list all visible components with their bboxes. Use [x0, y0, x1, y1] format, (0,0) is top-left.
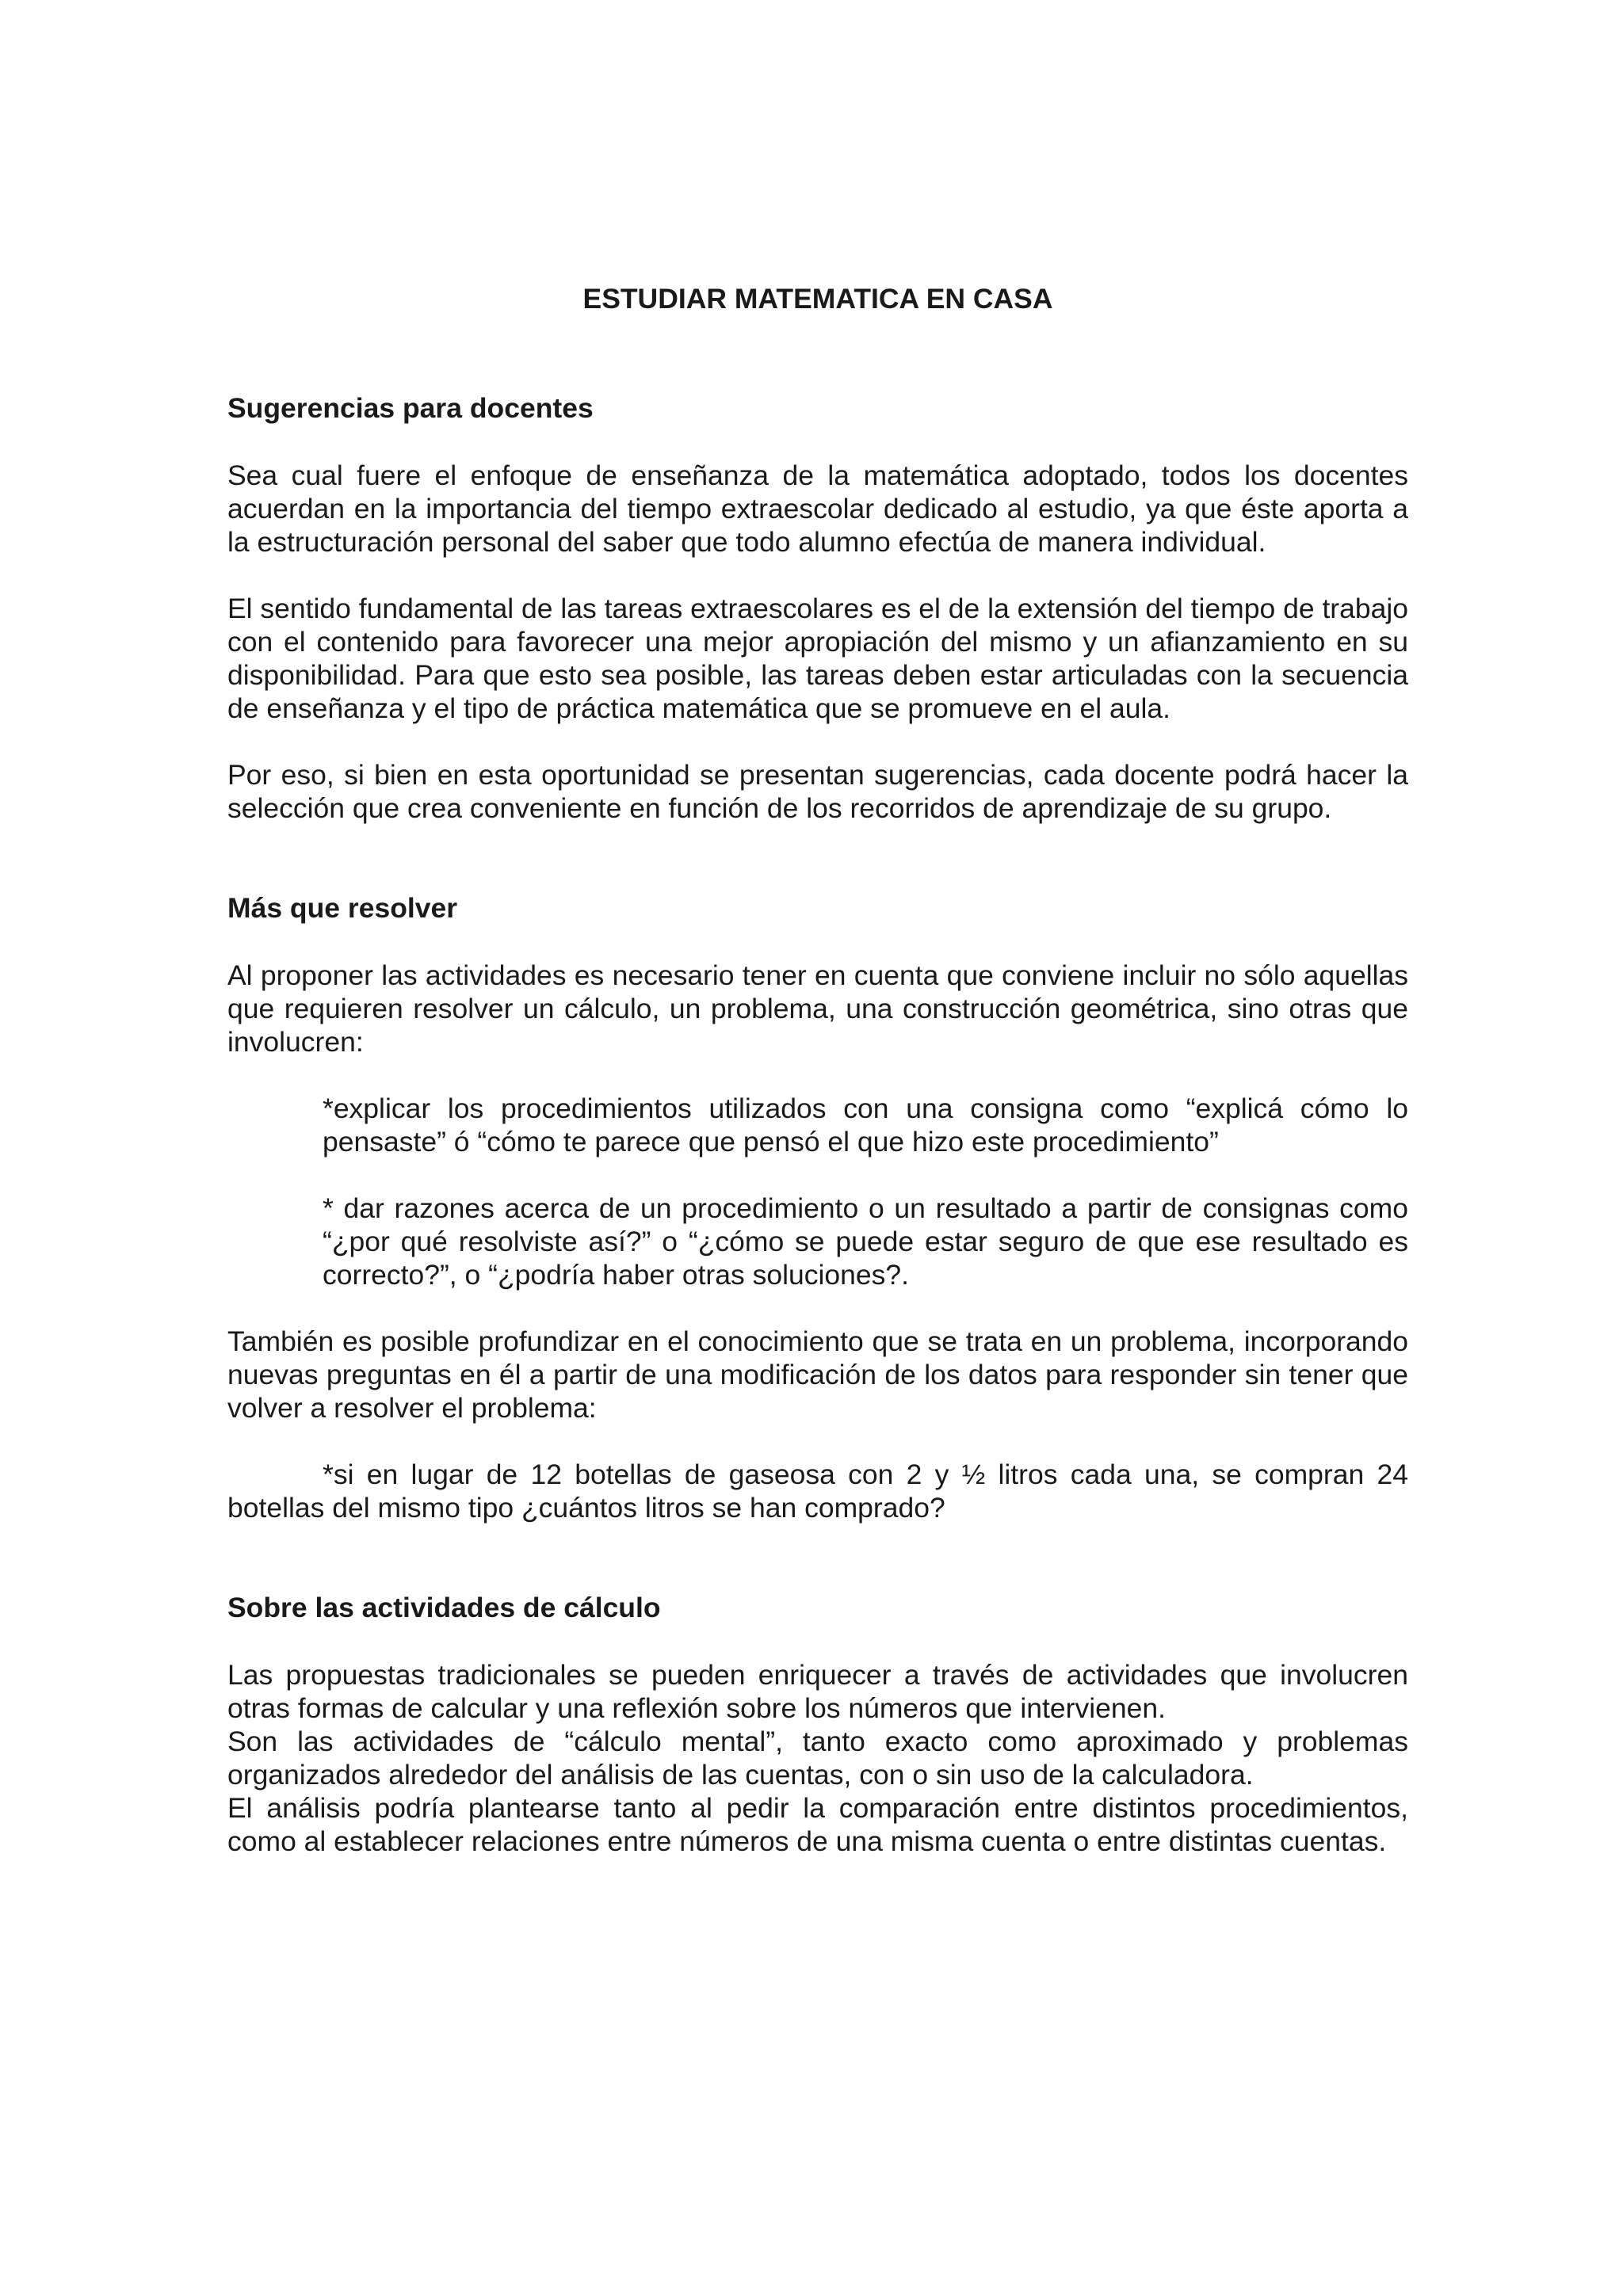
section-heading-actividades-calculo: Sobre las actividades de cálculo: [227, 1592, 661, 1623]
document-title: ESTUDIAR MATEMATICA EN CASA: [582, 283, 1053, 315]
paragraph: También es posible profundizar en el conocimiento que se trata en un problema, incorporando nuevas preguntas en él a partir de una modificación de los datos para responder sin tener que volver a resolver el problema:: [227, 1325, 1408, 1424]
example-item: *si en lugar de 12 botellas de gaseosa con 2 y ½ litros cada una, se compran 24 botellas del mismo tipo ¿cuántos litros se han comprado?: [227, 1459, 1408, 1524]
paragraph: Al proponer las actividades es necesario tener en cuenta que conviene incluir no sólo aquellas que requieren resolver un cálculo, un problema, una construcción geométrica, sino otras que involucren:: [227, 959, 1408, 1058]
paragraph: El análisis podría plantearse tanto al pedir la comparación entre distintos procedimientos, como al establecer relaciones entre números de una misma cuenta o entre distintas cuentas.: [227, 1792, 1408, 1857]
paragraph: Son las actividades de “cálculo mental”, tanto exacto como aproximado y problemas organizados alrededor del análisis de las cuentas, con o sin uso de la calculadora.: [227, 1726, 1408, 1791]
section-heading-mas-que-resolver: Más que resolver: [227, 892, 458, 924]
paragraph: Por eso, si bien en esta oportunidad se presentan sugerencias, cada docente podrá hacer la selección que crea conveniente en función de los recorridos de aprendizaje de su grupo.: [227, 759, 1408, 824]
document-page: [227, 282, 1408, 1858]
paragraph: Sea cual fuere el enfoque de enseñanza de la matemática adoptado, todos los docentes acuerdan en la importancia del tiempo extraescolar dedicado al estudio, ya que éste aporta a la estructuración personal del saber que todo alumno efectúa de manera individual.: [227, 460, 1408, 558]
paragraph: Las propuestas tradicionales se pueden enriquecer a través de actividades que involucren otras formas de calcular y una reflexión sobre los números que intervienen.: [227, 1659, 1408, 1724]
bullet-item: *explicar los procedimientos utilizados con una consigna como “explicá cómo lo pensaste” ó “cómo te parece que pensó el que hizo este procedimiento”: [323, 1093, 1408, 1158]
paragraph: El sentido fundamental de las tareas extraescolares es el de la extensión del tiempo de trabajo con el contenido para favorecer una mejor apropiación del mismo y un afianzamiento en su disponibilidad. Para que esto sea posible, las tareas deben estar articuladas con la secuencia de enseñanza y el tipo de práctica matemática que se promueve en el aula.: [227, 593, 1408, 724]
section-heading-sugerencias: Sugerencias para docentes: [227, 392, 594, 424]
bullet-item: * dar razones acerca de un procedimiento o un resultado a partir de consignas como “¿por qué resolviste así?” o “¿cómo se puede estar seguro de que ese resultado es correcto?”, o “¿podría haber otras soluciones?.: [323, 1192, 1408, 1291]
